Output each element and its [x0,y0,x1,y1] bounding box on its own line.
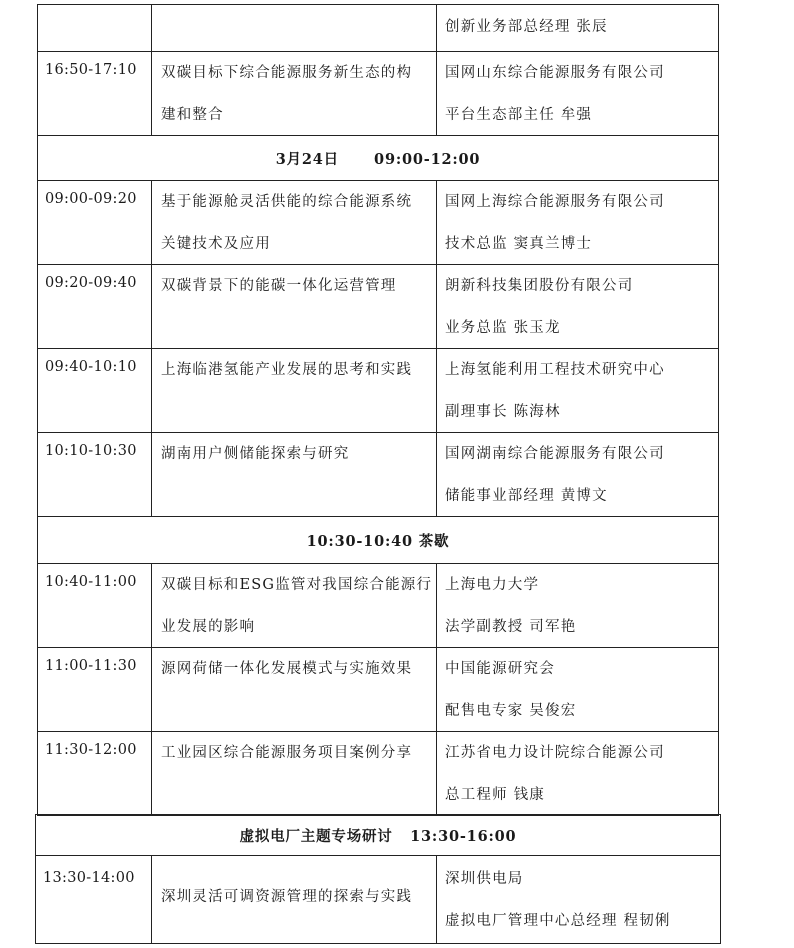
speaker-line: 技术总监 窦真兰博士 [445,236,593,252]
topic-line: 源网荷储一体化发展模式与实施效果 [161,661,413,677]
topic-line: 工业园区综合能源服务项目案例分享 [161,745,413,761]
section-title: 3月24日 09:00-12:00 [275,150,481,168]
time-cell: 13:30-14:00 [36,856,152,943]
topic-cell [152,52,437,135]
topic-line: 关键技术及应用 [161,236,271,252]
agenda-table-bottom [35,814,721,944]
topic-line: 业发展的影响 [161,619,256,635]
section-header-break [37,517,719,564]
speaker-line: 平台生态部主任 牟强 [445,107,593,123]
section-title: 虚拟电厂主题专场研讨 13:30-16:00 [239,827,517,845]
topic-cell [152,732,437,815]
table-row [37,52,719,136]
time-cell: 09:00-09:20 [38,181,152,264]
speaker-cell [437,349,718,432]
section-header-session [35,814,721,856]
speaker-cell [437,856,720,943]
topic-cell [152,265,437,348]
org-line: 国网山东综合能源服务有限公司 [445,65,665,81]
org-line: 江苏省电力设计院综合能源公司 [445,745,665,761]
speaker-cell [437,265,718,348]
org-line: 上海氢能利用工程技术研究中心 [445,362,665,378]
time-cell: 11:30-12:00 [38,732,152,815]
speaker-cell [437,648,718,731]
table-row [37,648,719,732]
section-header-day [37,136,719,181]
topic-cell [152,181,437,264]
topic-line: 基于能源舱灵活供能的综合能源系统 [161,194,413,210]
time-cell: 10:40-11:00 [38,564,152,647]
speaker-line: 副理事长 陈海林 [445,404,561,420]
topic-cell [152,433,437,516]
topic-line: 湖南用户侧储能探索与研究 [161,446,350,462]
org-line: 中国能源研究会 [445,661,555,677]
org-line: 国网湖南综合能源服务有限公司 [445,446,665,462]
table-row [37,433,719,517]
topic-cell [152,349,437,432]
time-cell [38,5,152,51]
table-row [35,856,721,944]
topic-line: 建和整合 [161,107,224,123]
org-line: 上海电力大学 [445,577,540,593]
topic-cell [152,5,437,51]
speaker-line: 配售电专家 吴俊宏 [445,703,577,719]
agenda-table-top [37,4,719,816]
org-line: 朗新科技集团股份有限公司 [445,278,634,294]
speaker-line: 储能事业部经理 黄博文 [445,488,608,504]
speaker-line: 法学副教授 司军艳 [445,619,577,635]
topic-line: 上海临港氢能产业发展的思考和实践 [161,362,413,378]
org-line: 深圳供电局 [445,871,524,887]
speaker-cell [437,181,718,264]
time-cell: 16:50-17:10 [38,52,152,135]
topic-cell [152,648,437,731]
org-line: 国网上海综合能源服务有限公司 [445,194,665,210]
speaker-line: 创新业务部总经理 张辰 [445,19,608,35]
speaker-cell [437,732,718,815]
speaker-cell [437,5,718,51]
speaker-cell [437,433,718,516]
table-row [37,564,719,648]
speaker-cell [437,52,718,135]
table-row [37,265,719,349]
topic-cell [152,856,437,943]
speaker-line: 虚拟电厂管理中心总经理 程韧俐 [445,913,671,929]
speaker-line: 总工程师 钱康 [445,787,546,803]
time-cell: 11:00-11:30 [38,648,152,731]
time-cell: 09:40-10:10 [38,349,152,432]
topic-cell [152,564,437,647]
table-row [37,181,719,265]
topic-line: 深圳灵活可调资源管理的探索与实践 [161,889,413,905]
table-row [37,732,719,816]
topic-line: 双碳背景下的能碳一体化运营管理 [161,278,397,294]
time-cell: 10:10-10:30 [38,433,152,516]
topic-line: 双碳目标下综合能源服务新生态的构 [161,65,413,81]
time-cell: 09:20-09:40 [38,265,152,348]
table-row [37,349,719,433]
topic-line: 双碳目标和ESG监管对我国综合能源行 [161,577,433,593]
speaker-cell [437,564,718,647]
table-row [37,4,719,52]
speaker-line: 业务总监 张玉龙 [445,320,561,336]
section-title: 10:30-10:40 茶歇 [306,532,450,550]
